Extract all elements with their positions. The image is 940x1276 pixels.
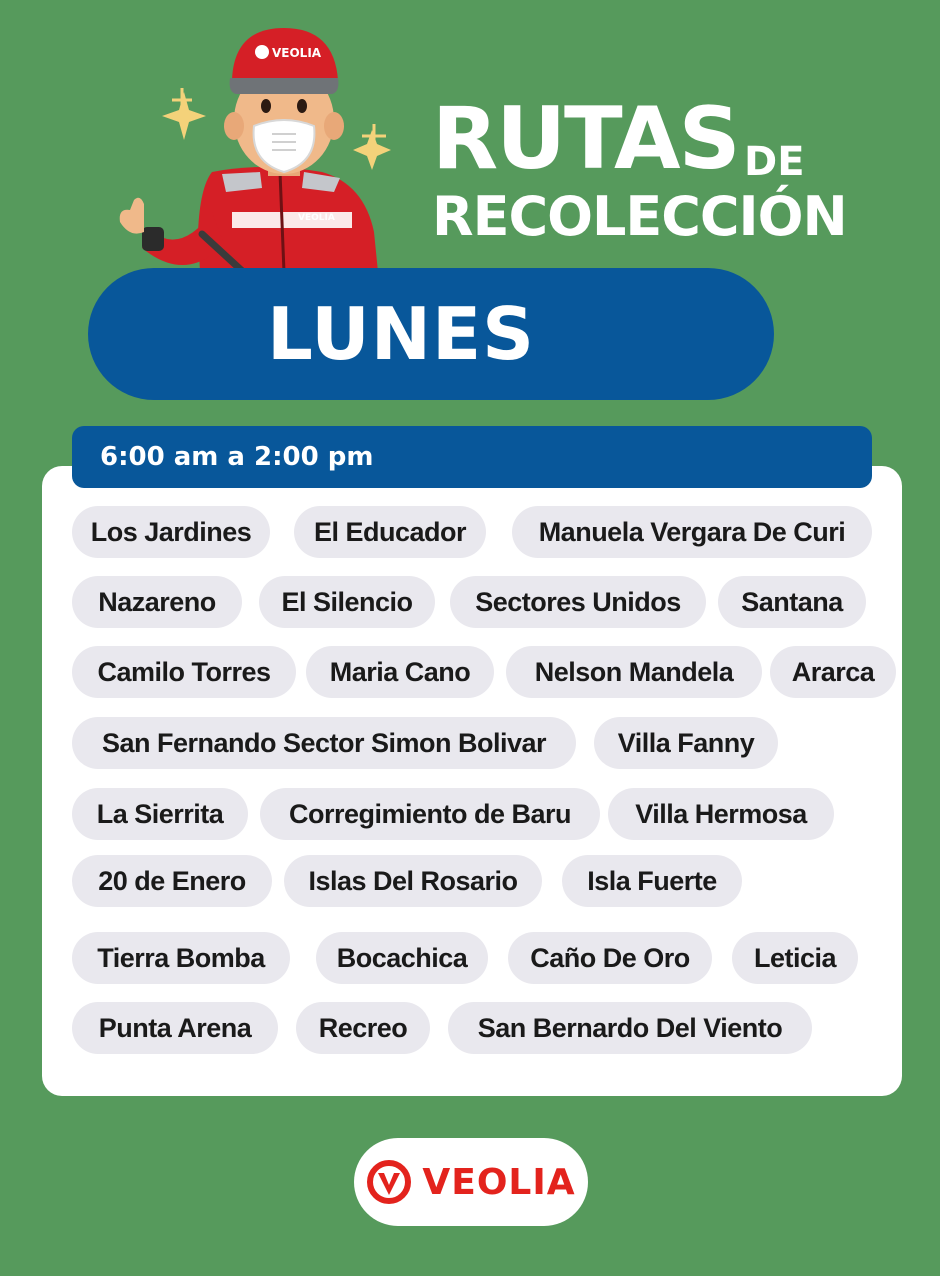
neighborhood-chip: Tierra Bomba xyxy=(72,932,290,984)
neighborhood-chip: Punta Arena xyxy=(72,1002,278,1054)
neighborhood-chip: El Silencio xyxy=(259,576,435,628)
neighborhood-chip: Isla Fuerte xyxy=(562,855,742,907)
svg-text:VEOLIA: VEOLIA xyxy=(298,213,335,223)
neighborhood-chip: El Educador xyxy=(294,506,486,558)
neighborhood-chip: Recreo xyxy=(296,1002,430,1054)
neighborhood-chip: Caño De Oro xyxy=(508,932,712,984)
neighborhood-chip: Nazareno xyxy=(72,576,242,628)
title-de: DE xyxy=(744,139,805,185)
neighborhood-chip: Manuela Vergara De Curi xyxy=(512,506,872,558)
title-recoleccion: RECOLECCIÓN xyxy=(432,185,847,248)
neighborhood-chip: Los Jardines xyxy=(72,506,270,558)
veolia-logo-icon xyxy=(366,1159,412,1205)
neighborhood-chip: Santana xyxy=(718,576,866,628)
svg-text:VEOLIA: VEOLIA xyxy=(272,46,322,60)
day-label: LUNES xyxy=(266,292,536,376)
neighborhood-chip: Villa Hermosa xyxy=(608,788,834,840)
brand-name: VEOLIA xyxy=(422,1161,576,1203)
schedule-label: 6:00 am a 2:00 pm xyxy=(100,442,374,472)
neighborhood-chip: Nelson Mandela xyxy=(506,646,762,698)
neighborhood-chip: Islas Del Rosario xyxy=(284,855,542,907)
day-banner xyxy=(88,268,774,400)
neighborhood-chip: San Bernardo Del Viento xyxy=(448,1002,812,1054)
veolia-logo xyxy=(354,1138,588,1226)
title-rutas: RUTAS xyxy=(432,89,739,189)
neighborhood-chip: Bocachica xyxy=(316,932,488,984)
neighborhood-chip: San Fernando Sector Simon Bolivar xyxy=(72,717,576,769)
neighborhood-chip: Corregimiento de Baru xyxy=(260,788,600,840)
neighborhood-chip: Sectores Unidos xyxy=(450,576,706,628)
neighborhood-chip: Maria Cano xyxy=(306,646,494,698)
schedule-bar xyxy=(72,426,872,488)
neighborhood-chip: La Sierrita xyxy=(72,788,248,840)
neighborhood-chip: Camilo Torres xyxy=(72,646,296,698)
neighborhood-chip: Leticia xyxy=(732,932,858,984)
neighborhood-chip: Villa Fanny xyxy=(594,717,778,769)
neighborhood-chip: Ararca xyxy=(770,646,896,698)
neighborhood-chip: 20 de Enero xyxy=(72,855,272,907)
mascot-illustration xyxy=(112,22,392,292)
